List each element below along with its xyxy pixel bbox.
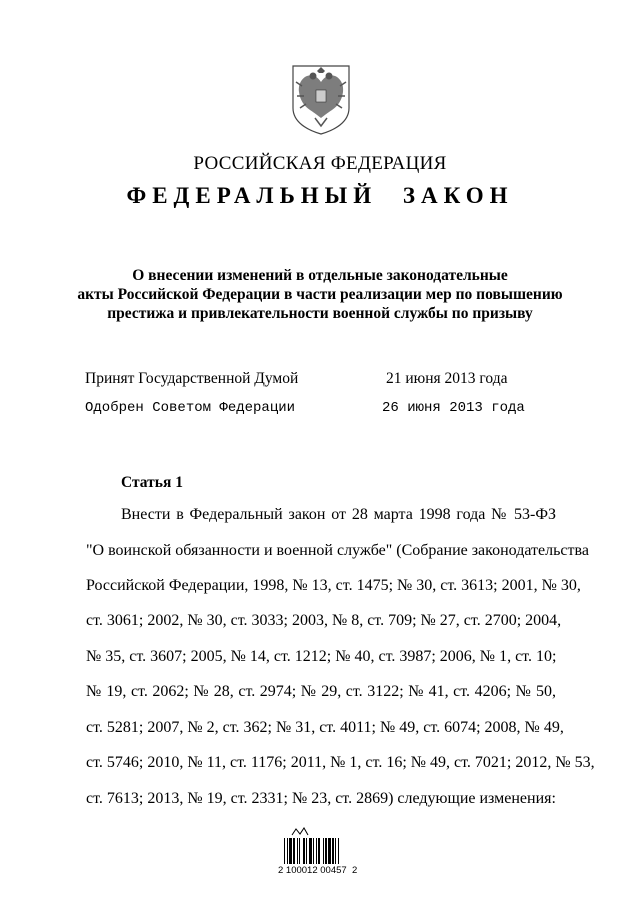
duma-adoption-date: 21 июня 2013 года	[386, 370, 508, 387]
article-text-line: ст. 5746; 2010, № 11, ст. 1176; 2011, № 1, ст. 16; № 49, ст. 7021; 2012, № 53,	[86, 754, 595, 771]
article-text-line: Внести в Федеральный закон от 28 марта 1998 года № 53-ФЗ	[121, 506, 556, 523]
law-title-line: престижа и привлекательности военной службы по призыву	[107, 305, 533, 322]
law-title-line: О внесении изменений в отдельные законодательные	[132, 267, 508, 284]
duma-adoption-label: Принят Государственной Думой	[85, 370, 299, 387]
article-text-line: "О воинской обязанности и военной службе" (Собрание законодательства	[86, 542, 589, 559]
article-text-line: ст. 5281; 2007, № 2, ст. 362; № 31, ст. 4011; № 49, ст. 6074; 2008, № 49,	[86, 719, 564, 736]
law-title	[60, 266, 580, 323]
country-name: РОССИЙСКАЯ ФЕДЕРАЦИЯ	[193, 153, 447, 174]
barcode-number: 2 100012 00457 2	[278, 865, 358, 876]
article-text-line: ст. 7613; 2013, № 19, ст. 2331; № 23, ст. 2869) следующие изменения:	[86, 790, 556, 807]
coat-of-arms-icon	[290, 62, 352, 136]
article-heading: Статья 1	[121, 474, 183, 491]
law-title-line: акты Российской Федерации в части реализации мер по повышению	[77, 286, 563, 303]
article-text-line: Российской Федерации, 1998, № 13, ст. 1475; № 30, ст. 3613; 2001, № 30,	[86, 577, 581, 594]
council-approval-date: 26 июня 2013 года	[382, 400, 525, 416]
article-text-line: № 19, ст. 2062; № 28, ст. 2974; № 29, ст. 3122; № 41, ст. 4206; № 50,	[86, 683, 556, 700]
council-approval-label: Одобрен Советом Федерации	[85, 400, 296, 416]
article-text-line: № 35, ст. 3607; 2005, № 14, ст. 1212; № 40, ст. 3987; 2006, № 1, ст. 10;	[86, 648, 557, 665]
article-text-line: ст. 3061; 2002, № 30, ст. 3033; 2003, № 8, ст. 709; № 27, ст. 2700; 2004,	[86, 612, 562, 629]
document-type: ФЕДЕРАЛЬНЫЙ ЗАКОН	[126, 183, 514, 208]
